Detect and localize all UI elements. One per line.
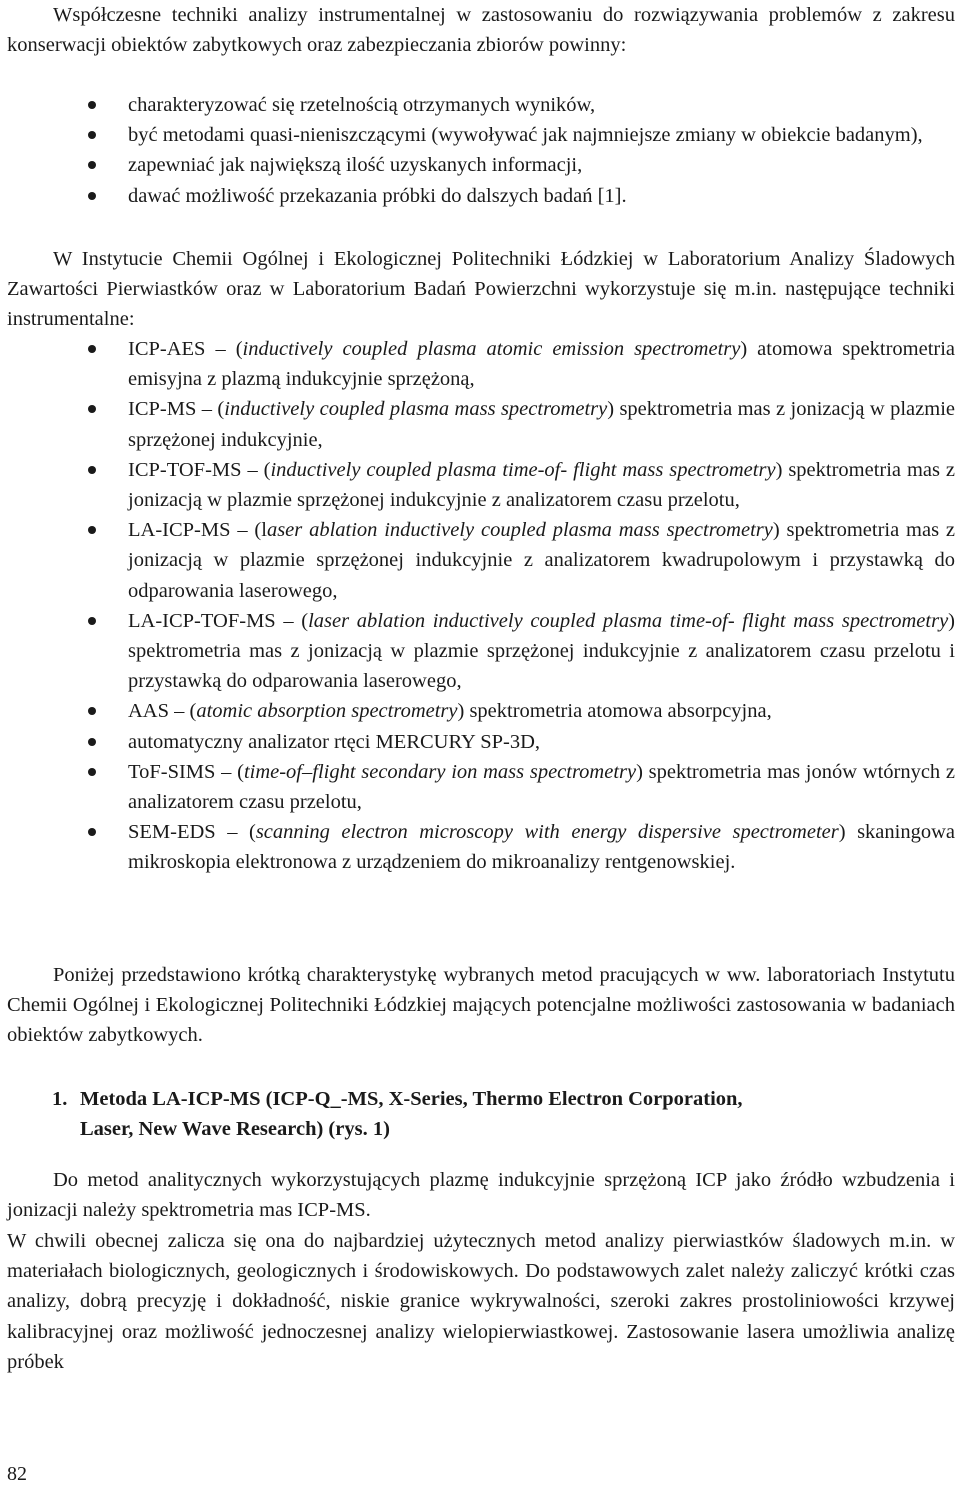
technique-abbreviation: AAS: [128, 700, 170, 723]
body-paragraph-2: W chwili obecnej zalicza się ona do najbardziej użytecznych metod analizy pierwiastków śladowych m.in. w materiałach biologicznych, geologicznych i środowiskowych. Do podstawowych zalet należy zaliczyć krótki czas analizy, dobrą precyzję i dokładność, niskie granice wykrywalności, szeroki zakres prostoliniowości krzywej kalibracyjnej oraz możliwość jednoczesnej analizy wielopierwiastkowej. Zastosowanie lasera umożliwia analizę próbek: [7, 1230, 955, 1373]
technique-separator: – (: [215, 821, 256, 844]
section-heading: [52, 1084, 932, 1144]
technique-separator: ): [948, 609, 955, 632]
techniques-list: [0, 334, 955, 878]
technique-item: [0, 515, 955, 606]
requirements-list: [0, 90, 955, 211]
technique-polish-description: spektrometria mas jonów wtórnych z analizatorem czasu przelotu,: [128, 760, 955, 814]
technique-english-name: laser ablation inductively coupled plasma time-of- flight mass spectrometry: [308, 609, 949, 632]
section-number: 1.: [52, 1088, 68, 1110]
bullet-icon: [88, 161, 96, 169]
body-paragraph-1: Do metod analitycznych wykorzystujących plazmę indukcyjnie sprzężoną ICP jako źródło wzbudzenia i jonizacji należy spektrometria mas ICP-MS.: [7, 1169, 955, 1222]
bullet-icon: [88, 738, 96, 746]
technique-separator: ): [775, 458, 783, 481]
technique-abbreviation: ICP-AES: [128, 338, 206, 360]
technique-item: [0, 606, 955, 697]
summary-paragraph: Poniżej przedstawiono krótką charakterystykę wybranych metod pracujących w ww. laboratoriach Instytutu Chemii Ogólnej i Ekologicznej Politechniki Łódzkiej mających potencjalne możliwości zastosowania w badaniach obiektów zabytkowych.: [7, 964, 955, 1047]
technique-polish-description: spektrometria mas z jonizacją w plazmie sprzężonej indukcyjnie,: [128, 398, 955, 451]
technique-polish-description: skaningowa mikroskopia elektronowa z urządzeniem do mikroanalizy rentgenowskiej.: [128, 821, 955, 874]
technique-polish-description: atomowa spektrometria emisyjna z plazmą indukcyjnie sprzężoną,: [128, 338, 956, 391]
list-item: [0, 90, 955, 120]
technique-abbreviation: ICP-MS: [128, 398, 197, 421]
technique-english-name: inductively coupled plasma mass spectrometry: [224, 398, 608, 421]
list-item-text: charakteryzować się rzetelnością otrzymanych wyników,: [128, 94, 596, 116]
technique-separator: ): [457, 700, 465, 723]
bullet-icon: [88, 526, 96, 534]
technique-abbreviation: ICP-TOF-MS: [128, 458, 242, 481]
technique-english-name: inductively coupled plasma atomic emission spectrometry: [242, 338, 741, 360]
technique-item: [0, 696, 955, 726]
technique-separator: – (: [169, 700, 197, 723]
list-item-text: dawać możliwość przekazania próbki do dalszych badań [1].: [128, 184, 627, 207]
list-item: [0, 150, 955, 180]
technique-item: [0, 727, 955, 757]
bullet-icon: [88, 466, 96, 474]
list-item: [0, 120, 955, 150]
bullet-icon: [88, 101, 96, 109]
technique-english-name: atomic absorption spectrometry: [196, 700, 458, 723]
bullet-icon: [88, 617, 96, 625]
technique-item: [0, 455, 955, 515]
technique-separator: – (: [196, 398, 225, 421]
technique-separator: – (: [241, 458, 271, 481]
technique-abbreviation: SEM-EDS: [128, 821, 216, 844]
technique-polish-description: spektrometria mas z jonizacją w plazmie sprzężonej indukcyjnie z analizatorem kwadrupolowym i przystawką do odparowania laserowego,: [128, 519, 955, 602]
bullet-icon: [88, 828, 96, 836]
list-item: [0, 181, 955, 211]
technique-polish-description: automatyczny analizator rtęci MERCURY SP-3D,: [128, 730, 541, 753]
technique-separator: – (: [205, 338, 243, 360]
list-item-text: zapewniać jak największą ilość uzyskanych informacji,: [128, 154, 583, 177]
technique-item: [0, 394, 955, 454]
page-number: 82: [7, 1463, 27, 1485]
bullet-icon: [88, 768, 96, 776]
institute-paragraph: W Instytucie Chemii Ogólnej i Ekologicznej Politechniki Łódzkiej w Laboratorium Analizy Śladowych Zawartości Pierwiastków oraz w Laboratorium Badań Powierzchni wykorzystuje się m.in. następujące techniki instrumentalne:: [7, 248, 955, 331]
technique-english-name: scanning electron microscopy with energy dispersive spectrometer: [255, 821, 839, 844]
section-title-line2: Laser, New Wave Research) (rys. 1): [80, 1118, 390, 1141]
technique-item: [0, 334, 955, 394]
intro-paragraph: Współczesne techniki analizy instrumentalnej w zastosowaniu do rozwiązywania problemów z zakresu konserwacji obiektów zabytkowych oraz zabezpieczania zbiorów powinny:: [7, 4, 955, 57]
bullet-icon: [88, 405, 96, 413]
technique-abbreviation: LA-ICP-TOF-MS: [128, 609, 276, 632]
technique-separator: – (: [215, 760, 244, 783]
technique-separator: – (: [275, 609, 309, 632]
technique-polish-description: spektrometria mas z jonizacją w plazmie sprzężonej indukcyjnie z analizatorem czasu przelotu,: [128, 458, 956, 512]
technique-item: [0, 817, 955, 877]
technique-polish-description: spektrometria atomowa absorpcyjna,: [464, 700, 772, 723]
technique-separator: ): [772, 519, 780, 542]
technique-item: [0, 757, 955, 817]
technique-abbreviation: ToF-SIMS: [128, 760, 216, 783]
technique-polish-description: spektrometria mas z jonizacją w plazmie sprzężonej indukcyjnie z analizatorem czasu przelotu i przystawką do odparowania laserowego,: [128, 640, 955, 693]
list-item-text: być metodami quasi-nieniszczącymi (wywoływać jak najmniejsze zmiany w obiekcie badanym),: [128, 124, 923, 147]
technique-abbreviation: LA-ICP-MS: [128, 519, 231, 542]
technique-separator: ): [838, 821, 846, 844]
technique-english-name: time-of–flight secondary ion mass spectrometry: [243, 760, 637, 783]
bullet-icon: [88, 192, 96, 200]
technique-english-name: inductively coupled plasma time-of- flight mass spectrometry: [270, 458, 776, 481]
bullet-icon: [88, 131, 96, 139]
technique-english-name: aser ablation inductively coupled plasma mass spectrometry: [266, 519, 773, 542]
technique-separator: ): [740, 338, 748, 360]
technique-separator: ): [607, 398, 615, 421]
technique-separator: – (l: [230, 519, 267, 542]
section-title-line1: Metoda LA-ICP-MS (ICP-Q_-MS, X-Series, Thermo Electron Corporation,: [80, 1088, 743, 1110]
bullet-icon: [88, 707, 96, 715]
technique-separator: ): [636, 760, 643, 783]
bullet-icon: [88, 345, 96, 353]
